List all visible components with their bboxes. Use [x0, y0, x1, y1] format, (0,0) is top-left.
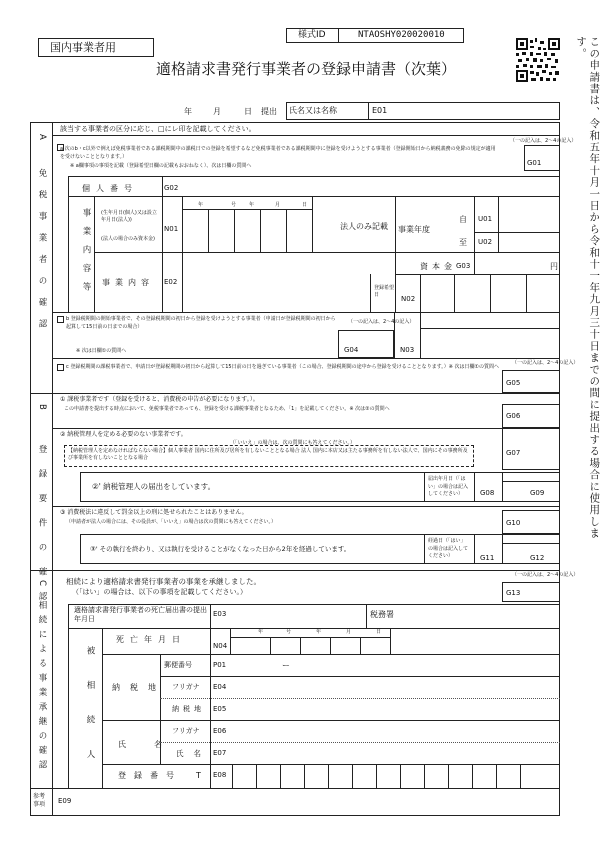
checkbox-c[interactable] — [57, 364, 64, 371]
form-id: NTAOSHY020020010 — [358, 30, 445, 40]
section-a-title: A 免税事業者の確認 — [37, 134, 47, 341]
name-label: 氏名又は名称 — [289, 106, 337, 115]
remarks-field[interactable] — [52, 788, 560, 816]
section-b-title: B 登録要件の確認 — [37, 404, 47, 617]
section-c-title: C 相続による事業承継の確認 — [37, 580, 47, 775]
checkbox-b[interactable] — [57, 316, 64, 323]
side-note: この申請書は、令和五年十月一日から令和十一年九月三十日までの間に提出する場合に使用します。 — [575, 36, 600, 540]
page-title: 適格請求書発行事業者の登録申請書（次葉） — [156, 60, 457, 78]
domestic-label: 国内事業者用 — [50, 41, 116, 54]
g01-box[interactable] — [524, 145, 560, 171]
main-form-frame — [30, 122, 560, 816]
qr-code-icon — [516, 38, 560, 82]
checkbox-a[interactable] — [57, 144, 64, 151]
form-id-label: 様式ID — [298, 30, 326, 40]
